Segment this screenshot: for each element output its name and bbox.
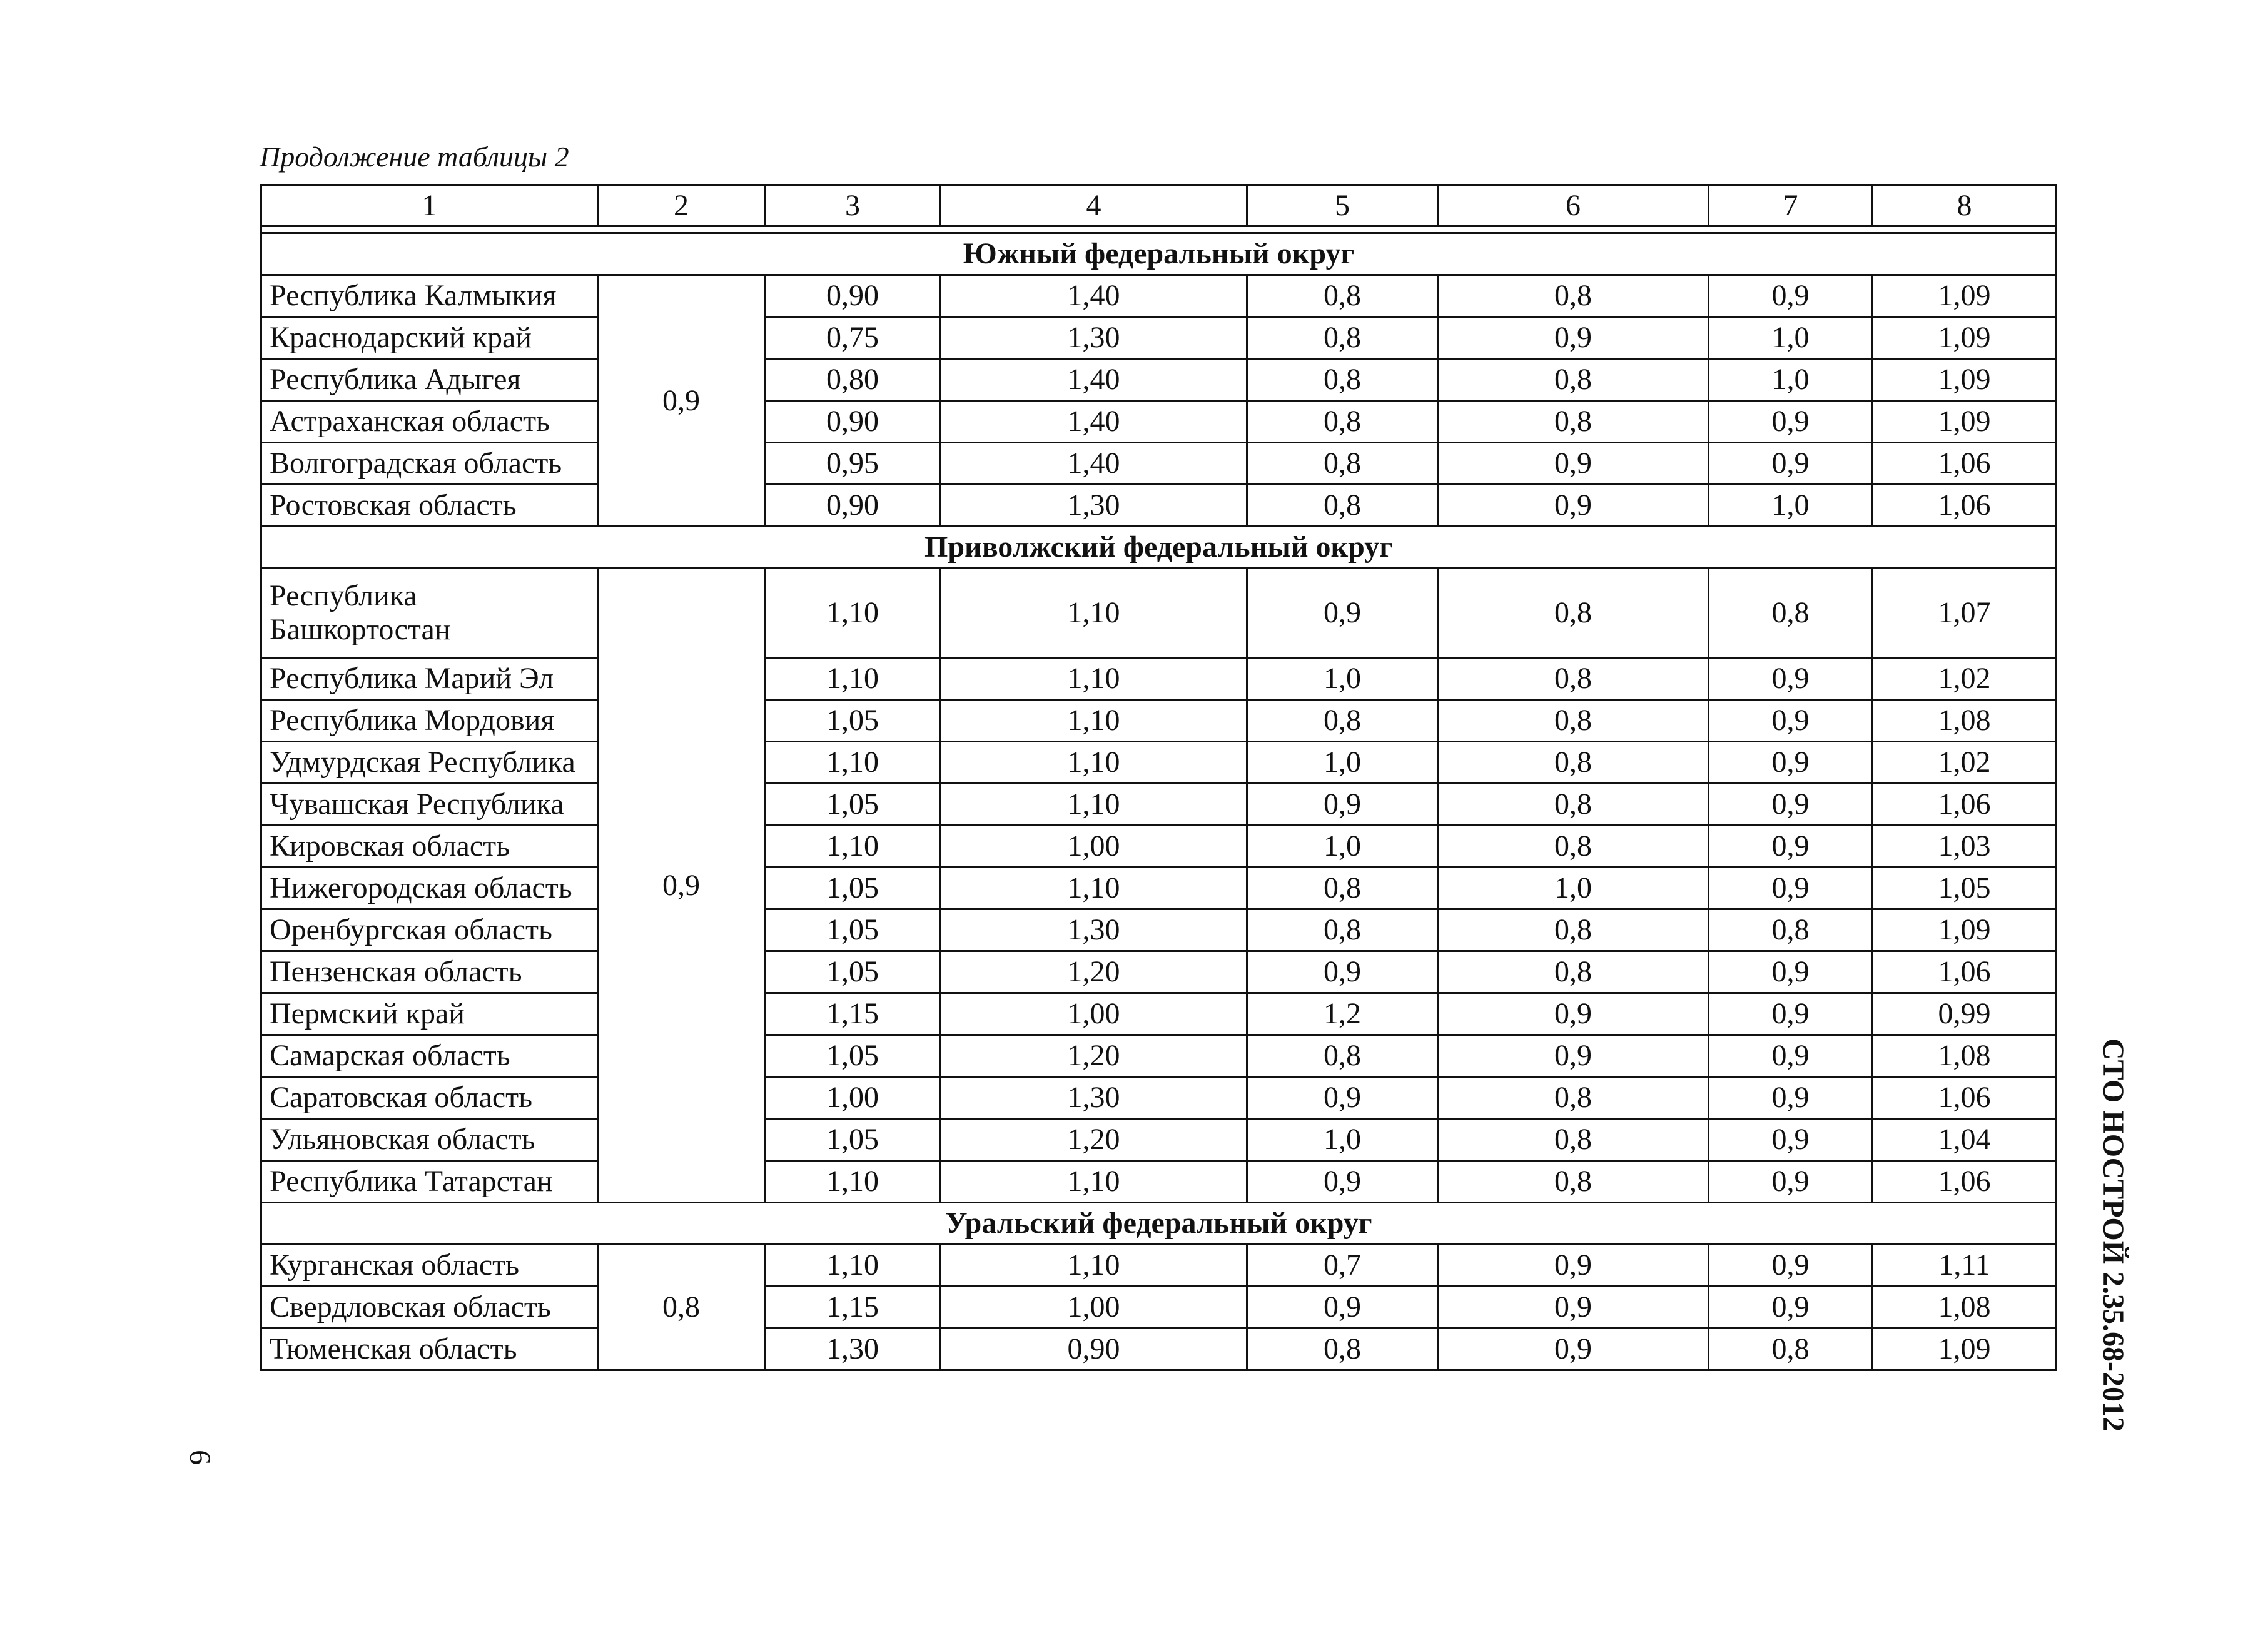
value-cell: 1,05 xyxy=(765,1119,941,1161)
value-cell: 0,8 xyxy=(1247,359,1438,401)
value-cell: 0,9 xyxy=(1709,1077,1873,1119)
table-row xyxy=(261,1119,2057,1161)
value-cell: 1,09 xyxy=(1873,317,2057,359)
value-cell: 0,9 xyxy=(1438,1245,1709,1287)
value-cell: 1,0 xyxy=(1247,826,1438,868)
table-row xyxy=(261,826,2057,868)
value-cell: 1,10 xyxy=(765,1161,941,1203)
value-cell: 0,9 xyxy=(1709,951,1873,993)
value-cell: 1,20 xyxy=(941,951,1247,993)
value-cell: 0,99 xyxy=(1873,993,2057,1035)
value-cell: 1,06 xyxy=(1873,951,2057,993)
value-cell: 0,9 xyxy=(1438,485,1709,527)
value-cell: 1,40 xyxy=(941,443,1247,485)
value-cell: 0,9 xyxy=(1438,443,1709,485)
value-cell: 1,0 xyxy=(1247,742,1438,784)
value-cell: 1,30 xyxy=(941,909,1247,951)
region-name: Республика Башкортостан xyxy=(261,569,598,658)
table-row xyxy=(261,658,2057,700)
value-cell: 0,9 xyxy=(1709,1035,1873,1077)
value-cell: 1,09 xyxy=(1873,909,2057,951)
value-cell: 0,9 xyxy=(1709,1119,1873,1161)
value-cell: 0,9 xyxy=(1709,826,1873,868)
table-row xyxy=(261,1329,2057,1370)
value-cell: 1,03 xyxy=(1873,826,2057,868)
value-cell: 1,00 xyxy=(765,1077,941,1119)
value-cell: 0,9 xyxy=(1247,569,1438,658)
value-cell: 0,8 xyxy=(1438,742,1709,784)
value-cell: 1,20 xyxy=(941,1119,1247,1161)
district-coefficient: 0,9 xyxy=(598,275,765,527)
value-cell: 1,20 xyxy=(941,1035,1247,1077)
value-cell: 1,15 xyxy=(765,993,941,1035)
value-cell: 1,07 xyxy=(1873,569,2057,658)
value-cell: 0,9 xyxy=(1709,443,1873,485)
value-cell: 1,05 xyxy=(765,951,941,993)
region-name: Ульяновская область xyxy=(261,1119,598,1161)
column-header: 7 xyxy=(1709,185,1873,226)
value-cell: 0,9 xyxy=(1709,1161,1873,1203)
value-cell: 0,8 xyxy=(1247,909,1438,951)
value-cell: 1,0 xyxy=(1247,658,1438,700)
table-row xyxy=(261,951,2057,993)
district-coefficient: 0,9 xyxy=(598,569,765,1203)
value-cell: 0,8 xyxy=(1247,401,1438,443)
value-cell: 0,9 xyxy=(1438,1035,1709,1077)
value-cell: 1,06 xyxy=(1873,1161,2057,1203)
value-cell: 0,9 xyxy=(1709,700,1873,742)
value-cell: 0,8 xyxy=(1247,443,1438,485)
header-separator xyxy=(261,226,2057,233)
value-cell: 0,8 xyxy=(1438,569,1709,658)
region-name: Курганская область xyxy=(261,1245,598,1287)
region-name: Оренбургская область xyxy=(261,909,598,951)
value-cell: 1,30 xyxy=(941,485,1247,527)
value-cell: 1,10 xyxy=(941,658,1247,700)
value-cell: 1,10 xyxy=(941,700,1247,742)
region-name: Ростовская область xyxy=(261,485,598,527)
value-cell: 1,40 xyxy=(941,275,1247,317)
value-cell: 0,8 xyxy=(1247,317,1438,359)
value-cell: 1,0 xyxy=(1709,485,1873,527)
district-title: Уральский федеральный округ xyxy=(261,1203,2057,1245)
value-cell: 0,8 xyxy=(1709,569,1873,658)
region-name: Самарская область xyxy=(261,1035,598,1077)
value-cell: 1,0 xyxy=(1709,359,1873,401)
value-cell: 1,40 xyxy=(941,359,1247,401)
column-header: 1 xyxy=(261,185,598,226)
value-cell: 0,8 xyxy=(1438,951,1709,993)
value-cell: 0,8 xyxy=(1438,401,1709,443)
value-cell: 0,7 xyxy=(1247,1245,1438,1287)
value-cell: 0,8 xyxy=(1247,1329,1438,1370)
value-cell: 1,2 xyxy=(1247,993,1438,1035)
value-cell: 0,8 xyxy=(1438,275,1709,317)
value-cell: 0,90 xyxy=(941,1329,1247,1370)
value-cell: 1,15 xyxy=(765,1287,941,1329)
column-header: 4 xyxy=(941,185,1247,226)
value-cell: 1,10 xyxy=(941,784,1247,826)
value-cell: 0,8 xyxy=(1438,909,1709,951)
district-row xyxy=(261,1203,2057,1245)
value-cell: 1,06 xyxy=(1873,784,2057,826)
table-row xyxy=(261,700,2057,742)
region-name: Тюменская область xyxy=(261,1329,598,1370)
district-row xyxy=(261,527,2057,569)
column-header: 8 xyxy=(1873,185,2057,226)
page-number: 6 xyxy=(183,1450,216,1465)
table-row xyxy=(261,1077,2057,1119)
table-row xyxy=(261,359,2057,401)
table-row xyxy=(261,909,2057,951)
table-row xyxy=(261,742,2057,784)
value-cell: 0,9 xyxy=(1709,1287,1873,1329)
value-cell: 1,10 xyxy=(941,1245,1247,1287)
value-cell: 0,9 xyxy=(1247,1077,1438,1119)
district-row xyxy=(261,233,2057,275)
value-cell: 0,9 xyxy=(1247,784,1438,826)
value-cell: 1,10 xyxy=(765,1245,941,1287)
value-cell: 0,9 xyxy=(1709,993,1873,1035)
value-cell: 0,95 xyxy=(765,443,941,485)
value-cell: 0,8 xyxy=(1247,700,1438,742)
region-name: Чувашская Республика xyxy=(261,784,598,826)
value-cell: 0,9 xyxy=(1709,742,1873,784)
value-cell: 0,90 xyxy=(765,485,941,527)
value-cell: 1,10 xyxy=(765,658,941,700)
value-cell: 0,9 xyxy=(1709,784,1873,826)
value-cell: 0,9 xyxy=(1709,658,1873,700)
table-row xyxy=(261,485,2057,527)
table-row xyxy=(261,443,2057,485)
region-name: Саратовская область xyxy=(261,1077,598,1119)
value-cell: 1,10 xyxy=(941,569,1247,658)
value-cell: 1,10 xyxy=(941,742,1247,784)
value-cell: 1,30 xyxy=(941,1077,1247,1119)
table-row xyxy=(261,401,2057,443)
value-cell: 0,9 xyxy=(1709,401,1873,443)
separator-cell xyxy=(261,226,2057,233)
value-cell: 1,30 xyxy=(941,317,1247,359)
table-row xyxy=(261,1035,2057,1077)
value-cell: 1,06 xyxy=(1873,485,2057,527)
region-name: Пермский край xyxy=(261,993,598,1035)
region-name: Свердловская область xyxy=(261,1287,598,1329)
table-caption: Продолжение таблицы 2 xyxy=(260,141,569,173)
value-cell: 0,9 xyxy=(1438,1287,1709,1329)
value-cell: 1,10 xyxy=(765,826,941,868)
value-cell: 0,80 xyxy=(765,359,941,401)
value-cell: 0,9 xyxy=(1709,275,1873,317)
value-cell: 0,8 xyxy=(1247,1035,1438,1077)
table-row xyxy=(261,275,2057,317)
value-cell: 1,08 xyxy=(1873,1035,2057,1077)
value-cell: 0,9 xyxy=(1438,317,1709,359)
value-cell: 1,05 xyxy=(765,700,941,742)
column-header: 3 xyxy=(765,185,941,226)
value-cell: 0,8 xyxy=(1438,784,1709,826)
value-cell: 1,11 xyxy=(1873,1245,2057,1287)
region-name: Республика Марий Эл xyxy=(261,658,598,700)
value-cell: 1,02 xyxy=(1873,658,2057,700)
value-cell: 0,9 xyxy=(1247,1287,1438,1329)
value-cell: 1,06 xyxy=(1873,443,2057,485)
region-name: Кировская область xyxy=(261,826,598,868)
value-cell: 0,9 xyxy=(1438,993,1709,1035)
data-table xyxy=(260,184,2057,1371)
value-cell: 0,9 xyxy=(1438,1329,1709,1370)
region-name: Нижегородская область xyxy=(261,868,598,909)
table-row xyxy=(261,569,2057,658)
column-header: 2 xyxy=(598,185,765,226)
value-cell: 1,09 xyxy=(1873,359,2057,401)
value-cell: 1,05 xyxy=(765,1035,941,1077)
value-cell: 0,8 xyxy=(1438,1077,1709,1119)
value-cell: 0,8 xyxy=(1709,909,1873,951)
district-title: Южный федеральный округ xyxy=(261,233,2057,275)
district-title: Приволжский федеральный округ xyxy=(261,527,2057,569)
value-cell: 0,8 xyxy=(1438,826,1709,868)
value-cell: 1,09 xyxy=(1873,1329,2057,1370)
value-cell: 0,8 xyxy=(1438,700,1709,742)
value-cell: 0,8 xyxy=(1438,1119,1709,1161)
table-row xyxy=(261,784,2057,826)
region-name: Краснодарский край xyxy=(261,317,598,359)
region-name: Пензенская область xyxy=(261,951,598,993)
value-cell: 1,04 xyxy=(1873,1119,2057,1161)
value-cell: 0,8 xyxy=(1438,658,1709,700)
value-cell: 1,00 xyxy=(941,1287,1247,1329)
column-header: 6 xyxy=(1438,185,1709,226)
value-cell: 1,30 xyxy=(765,1329,941,1370)
document-code: СТО НОСТРОЙ 2.35.68-2012 xyxy=(2097,1038,2130,1432)
value-cell: 0,8 xyxy=(1247,275,1438,317)
value-cell: 1,00 xyxy=(941,993,1247,1035)
value-cell: 1,0 xyxy=(1438,868,1709,909)
value-cell: 0,8 xyxy=(1247,485,1438,527)
value-cell: 0,8 xyxy=(1438,359,1709,401)
value-cell: 0,8 xyxy=(1709,1329,1873,1370)
value-cell: 1,05 xyxy=(765,784,941,826)
value-cell: 0,8 xyxy=(1247,868,1438,909)
value-cell: 1,10 xyxy=(765,742,941,784)
value-cell: 0,9 xyxy=(1247,1161,1438,1203)
region-name: Республика Татарстан xyxy=(261,1161,598,1203)
header-row xyxy=(261,185,2057,226)
region-name: Удмурдская Республика xyxy=(261,742,598,784)
table-row xyxy=(261,1245,2057,1287)
value-cell: 0,8 xyxy=(1438,1161,1709,1203)
value-cell: 1,10 xyxy=(941,1161,1247,1203)
region-name: Волгоградская область xyxy=(261,443,598,485)
value-cell: 1,10 xyxy=(765,569,941,658)
value-cell: 1,02 xyxy=(1873,742,2057,784)
table-row xyxy=(261,868,2057,909)
table-row xyxy=(261,317,2057,359)
value-cell: 1,05 xyxy=(765,868,941,909)
value-cell: 1,40 xyxy=(941,401,1247,443)
value-cell: 1,08 xyxy=(1873,700,2057,742)
value-cell: 1,0 xyxy=(1247,1119,1438,1161)
value-cell: 0,9 xyxy=(1709,1245,1873,1287)
region-name: Астраханская область xyxy=(261,401,598,443)
value-cell: 1,09 xyxy=(1873,275,2057,317)
region-name: Республика Калмыкия xyxy=(261,275,598,317)
table-row xyxy=(261,1287,2057,1329)
table-row xyxy=(261,1161,2057,1203)
value-cell: 0,9 xyxy=(1247,951,1438,993)
value-cell: 1,05 xyxy=(1873,868,2057,909)
value-cell: 1,05 xyxy=(765,909,941,951)
value-cell: 0,90 xyxy=(765,401,941,443)
value-cell: 0,90 xyxy=(765,275,941,317)
region-name: Республика Мордовия xyxy=(261,700,598,742)
column-header: 5 xyxy=(1247,185,1438,226)
value-cell: 1,0 xyxy=(1709,317,1873,359)
region-name: Республика Адыгея xyxy=(261,359,598,401)
value-cell: 1,09 xyxy=(1873,401,2057,443)
value-cell: 0,9 xyxy=(1709,868,1873,909)
value-cell: 1,08 xyxy=(1873,1287,2057,1329)
value-cell: 1,00 xyxy=(941,826,1247,868)
table-row xyxy=(261,993,2057,1035)
district-coefficient: 0,8 xyxy=(598,1245,765,1370)
value-cell: 0,75 xyxy=(765,317,941,359)
value-cell: 1,06 xyxy=(1873,1077,2057,1119)
value-cell: 1,10 xyxy=(941,868,1247,909)
